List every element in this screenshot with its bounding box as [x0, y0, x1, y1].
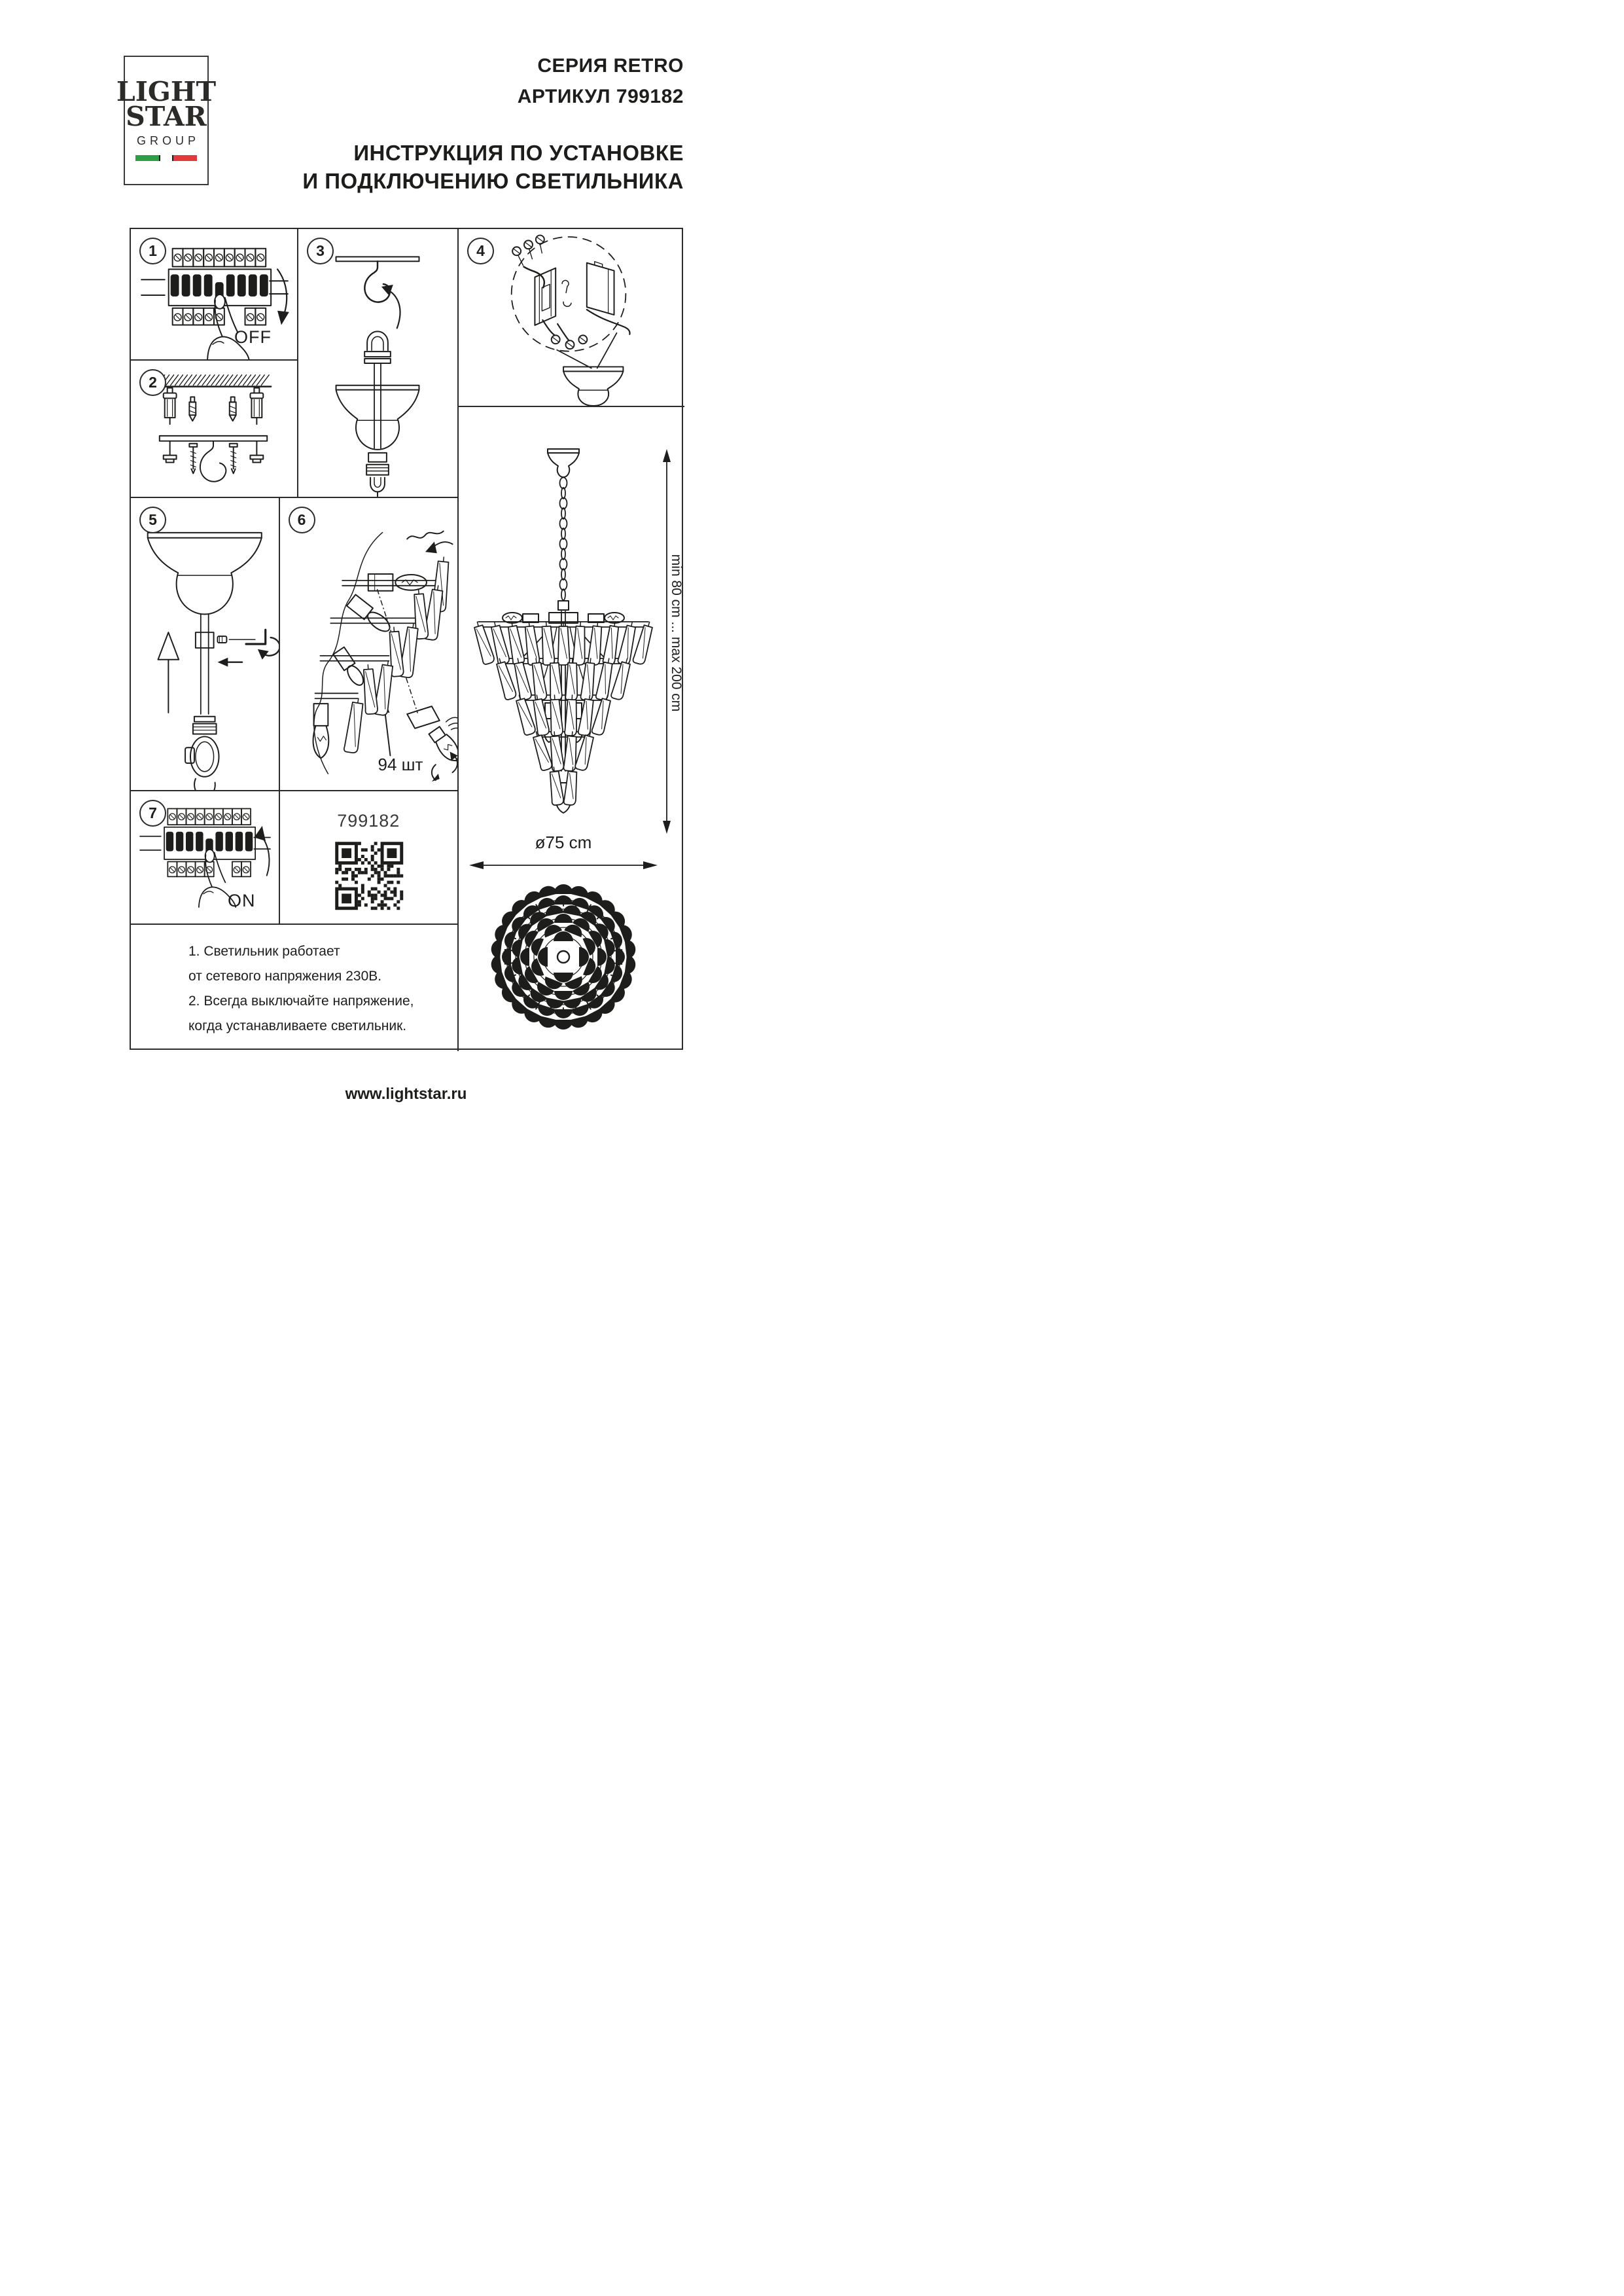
logo-word-light: LIGHT [116, 75, 217, 107]
step4-number-badge: 4 [467, 238, 494, 264]
crystal-count-label: 94 шт [378, 755, 423, 774]
lightstar-logo [116, 56, 217, 185]
flag-green [135, 155, 159, 161]
chandelier-dimensions-panel [459, 407, 684, 1051]
safety-notes-text [188, 939, 414, 1039]
diameter-label: ø75 cm [535, 833, 592, 852]
nut-left [164, 441, 177, 463]
crystal-attachment-illustration [280, 498, 458, 790]
on-label: ON [228, 891, 256, 910]
expansion-bolt-right [250, 388, 263, 424]
header-text-block [302, 55, 684, 195]
height-range-label: min 80 cm ... max 200 cm [669, 554, 684, 712]
step6-panel-crystals [280, 498, 459, 791]
step7-number-badge: 7 [139, 800, 166, 827]
note-line: 1. Светильник работает [188, 944, 340, 959]
off-label: OFF [234, 327, 272, 347]
logo-word-group: GROUP [136, 134, 200, 148]
step2-panel-ceiling-mount [131, 361, 298, 498]
step1-number-badge: 1 [139, 238, 166, 264]
instruction-page [0, 0, 812, 1148]
website-url: www.lightstar.ru [345, 1085, 467, 1103]
expansion-bolt-left [164, 388, 177, 424]
note-line: 2. Всегда выключайте напряжение, [188, 994, 414, 1009]
nut-right [250, 441, 263, 463]
qr-article-number: 799182 [337, 811, 400, 831]
step5-number-badge: 5 [139, 507, 166, 533]
italian-flag-bar [135, 155, 197, 161]
wall-anchor-right [230, 397, 236, 421]
screw-right [230, 444, 238, 474]
series-name: СЕРИЯ RETRO [537, 55, 684, 77]
step4-panel-wiring [459, 229, 684, 407]
safety-notes-panel [131, 925, 459, 1051]
step6-number-badge: 6 [289, 507, 315, 533]
hook-and-canopy-illustration [298, 229, 457, 497]
logo-word-star: STAR [126, 100, 207, 132]
step2-number-badge: 2 [139, 369, 166, 396]
screw-left [189, 444, 197, 474]
article-number: АРТИКУЛ 799182 [517, 86, 684, 107]
flag-white [160, 155, 173, 161]
flag-red [173, 155, 197, 161]
step3-panel-hang-on-hook [298, 229, 459, 498]
wall-anchor-left [189, 397, 196, 421]
step5-panel-canopy-fixing [131, 498, 280, 791]
instruction-title [302, 139, 684, 195]
note-line: когда устанавливаете светильник. [188, 1018, 407, 1033]
instruction-title-line2: И ПОДКЛЮЧЕНИЮ СВЕТИЛЬНИКА [302, 169, 684, 193]
step1-panel-power-off [131, 229, 298, 361]
chandelier-side-and-bottom-view-illustration [459, 407, 684, 1051]
step3-number-badge: 3 [307, 238, 334, 264]
steps-grid [130, 228, 683, 1050]
step7-panel-power-on [131, 791, 280, 925]
qr-panel [280, 791, 459, 925]
canopy-setscrew-illustration [131, 498, 279, 790]
qr-code [280, 791, 458, 924]
note-line: от сетевого напряжения 230В. [188, 969, 382, 984]
instruction-title-line1: ИНСТРУКЦИЯ ПО УСТАНОВКЕ [353, 141, 684, 165]
